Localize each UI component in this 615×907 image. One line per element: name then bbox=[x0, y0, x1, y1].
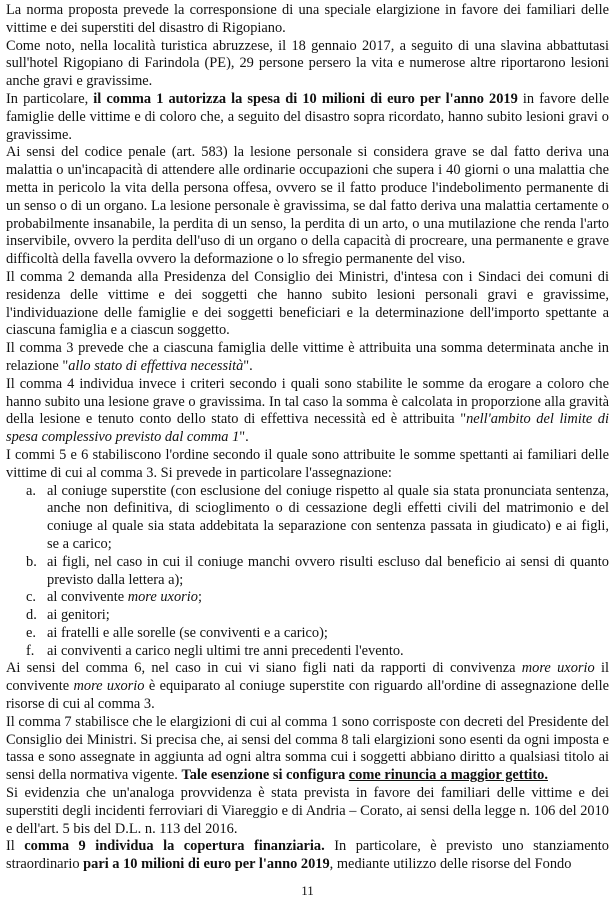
text: Come noto, nella località turistica abruzzese, il 18 gennaio 2017, a seguito di una slavina abbattutasi sull'hotel Rigopiano di Farindola (PE), 29 persone persero la vita e numerose altre riportarono lesioni anche gravi e gravissime. bbox=[6, 37, 609, 90]
italic-text: more uxorio bbox=[73, 678, 145, 695]
list-item bbox=[26, 589, 609, 607]
paragraph-analogous-provision bbox=[6, 785, 609, 838]
text: in favore delle famiglie delle vittime e di coloro che, a seguito del disastro sopra ricordato, hanno subito lesioni gravi o gravissime. bbox=[6, 90, 609, 143]
list-marker: d. bbox=[26, 607, 37, 624]
paragraph-comma-3 bbox=[6, 340, 609, 376]
list-item-text: ai conviventi a carico negli ultimi tre anni precedenti l'evento. bbox=[47, 642, 404, 659]
italic-text: more uxorio bbox=[127, 589, 198, 606]
paragraph-comma-2 bbox=[6, 269, 609, 340]
list-item bbox=[26, 607, 609, 625]
page-number: 11 bbox=[301, 883, 314, 898]
paragraph-codice-penale bbox=[6, 144, 609, 269]
text: In particolare, bbox=[6, 90, 94, 107]
list-item-text: ; bbox=[197, 589, 202, 606]
text: I commi 5 e 6 stabiliscono l'ordine secondo il quale sono attribuite le somme spettanti ai familiari delle vittime di cui al comma 3. Si prevede in particolare l'assegnazione: bbox=[6, 446, 609, 481]
paragraph-comma-1 bbox=[6, 91, 609, 144]
list-item bbox=[26, 553, 609, 590]
list-item-text: ai fratelli e alle sorelle (se conviventi e a carico); bbox=[47, 624, 328, 641]
list-marker: f. bbox=[26, 642, 35, 659]
paragraph-comma-7-8 bbox=[6, 714, 609, 785]
text: ". bbox=[239, 429, 249, 446]
text: Il comma 4 individua invece i criteri secondo i quali sono stabilite le somme da erogare a coloro che hanno subito una lesione grave o gravissima. In tal caso la somma è calcolata in proporzione alla gravità della lesione e tenuto conto dello stato di effettiva necessità ed è attribuita " bbox=[6, 375, 609, 428]
paragraph-intro bbox=[6, 2, 609, 38]
list-item bbox=[26, 642, 609, 661]
text: ". bbox=[243, 357, 253, 374]
text: Il comma 2 demanda alla Presidenza del Consiglio dei Ministri, d'intesa con i Sindaci dei comuni di residenza delle vittime e dei soggetti che hanno subito lesioni personali gravi e gravissime, l'individuazione delle famiglie e dei soggetti beneficiari e la determinazione dell'importo spettante a ciascuna famiglia e a ciascun soggetto. bbox=[6, 268, 609, 339]
italic-text: nell'ambito del limite di spesa complessivo previsto dal comma 1 bbox=[6, 411, 609, 446]
bold-text: pari a 10 milioni di euro per l'anno 2019 bbox=[83, 856, 330, 873]
text: , mediante utilizzo delle risorse del Fondo bbox=[329, 856, 572, 873]
paragraph-background bbox=[6, 38, 609, 91]
list-item bbox=[26, 624, 609, 643]
paragraph-comma-4 bbox=[6, 376, 609, 447]
paragraph-commi-5-6 bbox=[6, 447, 609, 483]
assignment-list bbox=[6, 483, 609, 661]
list-marker: e. bbox=[26, 624, 36, 641]
text: è equiparato al coniuge superstite con riguardo all'ordine di assegnazione delle risorse di cui al comma 3. bbox=[6, 678, 609, 713]
bold-underlined-text: come rinuncia a maggior gettito. bbox=[348, 767, 548, 784]
italic-text: allo stato di effettiva necessità bbox=[68, 357, 244, 374]
text: Il comma 3 prevede che a ciascuna famiglia delle vittime è attribuita una somma determinata anche in relazione " bbox=[6, 340, 609, 374]
list-item-text: al coniuge superstite (con esclusione del coniuge rispetto al quale sia stata pronunciata sentenza, anche non definitiva, di scioglimento o di cessazione degli effetti civili del matrimonio e del coniuge al quale sia stata addebitata la separazione con sentenza passata in giudicato) e ai figli, se a carico; bbox=[47, 482, 609, 552]
text: il convivente bbox=[6, 660, 609, 695]
bold-text: Tale esenzione si configura bbox=[181, 767, 349, 784]
list-item-text: ai genitori; bbox=[47, 607, 110, 624]
text: Il comma 7 stabilisce che le elargizioni di cui al comma 1 sono corrisposte con decreti del Presidente del Consiglio dei Ministri. Si precisa che, ai sensi del comma 8 tali elargizioni sono esenti da ogni imposta e tassa e sono assegnate in aggiunta ad ogni altra somma cui i soggetti abbiano diritto a qualsiasi titolo ai sensi della normativa vigente. bbox=[6, 713, 609, 784]
list-marker: a. bbox=[26, 482, 36, 499]
list-item-text: al convivente bbox=[47, 589, 128, 606]
list-marker: c. bbox=[26, 589, 36, 606]
text: Si evidenzia che un'analoga provvidenza è stata prevista in favore dei familiari delle vittime e dei superstiti degli incidenti ferroviari di Viareggio e di Andria – Corato, ai sensi della legge n. 106 del 2010 e dell'art. 5 bis del D.L. n. 113 del 2016. bbox=[6, 785, 609, 837]
list-item bbox=[26, 482, 609, 554]
paragraph-comma-9 bbox=[6, 838, 609, 874]
text: Ai sensi del comma 6, nel caso in cui vi siano figli nati da rapporti di convivenza bbox=[6, 660, 522, 677]
text: In particolare, è previsto uno stanziamento straordinario bbox=[6, 838, 609, 873]
paragraph-comma-6 bbox=[6, 660, 609, 713]
italic-text: more uxorio bbox=[521, 660, 595, 677]
text: Il bbox=[6, 838, 25, 855]
bold-text: comma 9 individua la copertura finanziaria. bbox=[24, 838, 325, 855]
bold-text: il comma 1 autorizza la spesa di 10 milioni di euro per l'anno 2019 bbox=[93, 90, 518, 107]
text: La norma proposta prevede la corresponsione di una speciale elargizione in favore dei familiari delle vittime e dei superstiti del disastro di Rigopiano. bbox=[6, 2, 609, 36]
list-marker: b. bbox=[26, 553, 37, 570]
text: Ai sensi del codice penale (art. 583) la lesione personale si considera grave se dal fatto deriva una malattia o un'incapacità di attendere alle ordinarie occupazioni che supera i 40 giorni o una malattia che metta in pericolo la vita della persona offesa, ovvero se il fatto produce l'indebolimento permanente di un senso o di un organo. La lesione personale è gravissima, se dal fatto deriva una malattia certamente o probabilmente insanabile, la perdita di un senso, la perdita di un arto, o una mutilazione che renda l'arto inservibile, ovvero la perdita dell'uso di un organo o della capacità di procreare, una permanente e grave difficoltà della favella ovvero la deformazione o lo sfregio permanente del viso. bbox=[6, 144, 609, 268]
list-item-text: ai figli, nel caso in cui il coniuge manchi ovvero risulti escluso dal beneficio ai sensi di quanto previsto dalla lettera a); bbox=[47, 553, 609, 588]
